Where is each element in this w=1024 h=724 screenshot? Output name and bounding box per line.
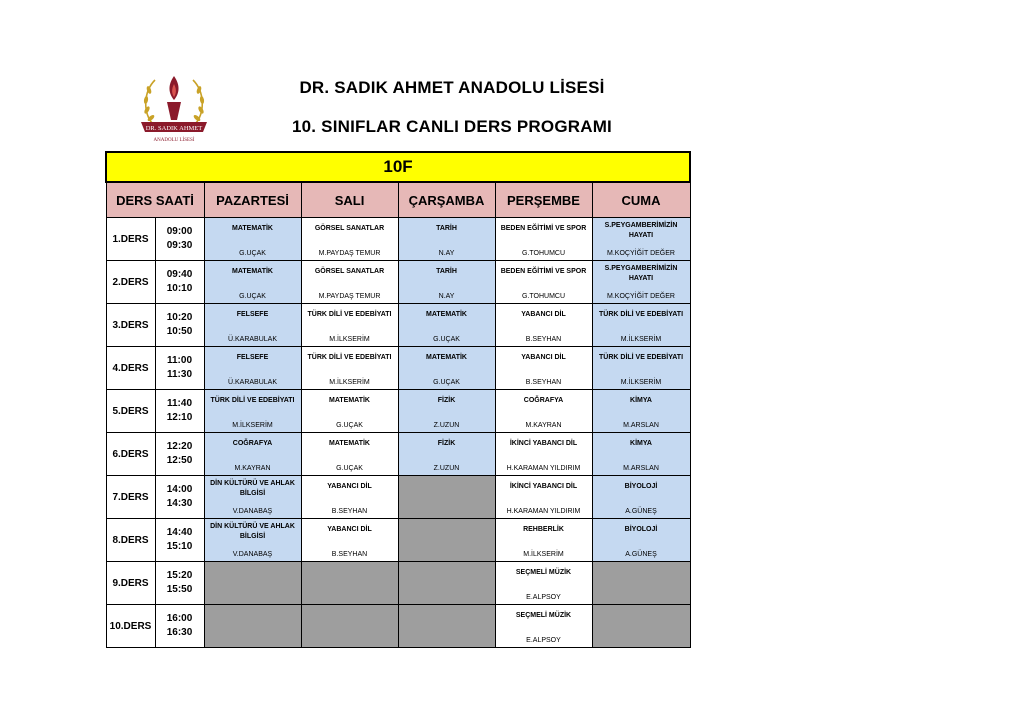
period-label: 5.DERS — [106, 390, 155, 433]
period-time — [155, 304, 204, 347]
lesson-teacher: M.İLKSERİM — [523, 551, 564, 558]
lesson-cell — [593, 261, 690, 303]
period-row — [106, 261, 690, 304]
lesson-subject: FELSEFE — [236, 354, 269, 361]
lesson-subject: YABANCI DİL — [521, 311, 566, 318]
lesson-cell — [302, 347, 398, 389]
lesson-subject: BEDEN EĞİTİMİ VE SPOR — [500, 225, 587, 232]
period-time — [155, 433, 204, 476]
lesson-subject: MATEMATİK — [329, 397, 370, 404]
empty-slot — [302, 562, 398, 604]
lesson-subject: YABANCI DİL — [327, 526, 372, 533]
lesson-subject: S.PEYGAMBERİMİZİN HAYATI — [604, 265, 678, 282]
lesson-teacher: B.SEYHAN — [331, 508, 368, 515]
class-name-cell: 10F — [106, 152, 690, 182]
lesson-teacher: M.KAYRAN — [525, 422, 562, 429]
lesson-cell — [205, 261, 301, 303]
period-label: 10.DERS — [106, 605, 155, 648]
lesson-subject: YABANCI DİL — [327, 483, 372, 490]
lesson-cell — [302, 519, 398, 561]
lesson-cell — [399, 347, 495, 389]
lesson-teacher: N.AY — [438, 293, 455, 300]
lesson-teacher: Z.UZUN — [433, 465, 460, 472]
lesson-teacher: H.KARAMAN YILDIRIM — [506, 508, 581, 515]
period-row — [106, 433, 690, 476]
period-start-time: 16:00 — [166, 613, 193, 624]
lesson-teacher: M.İLKSERİM — [620, 379, 662, 386]
lesson-cell — [496, 347, 592, 389]
lesson-teacher: M.ARSLAN — [623, 465, 659, 472]
lesson-teacher: G.TOHUMCU — [521, 293, 566, 300]
period-label: 7.DERS — [106, 476, 155, 519]
lesson-subject: İKİNCİ YABANCI DİL — [509, 440, 578, 447]
lesson-subject: BİYOLOJİ — [624, 526, 658, 533]
lesson-subject: BİYOLOJİ — [624, 483, 658, 490]
lesson-teacher: M.KAYRAN — [234, 465, 271, 472]
lesson-subject: GÖRSEL SANATLAR — [314, 225, 385, 232]
lesson-teacher: G.TOHUMCU — [521, 250, 566, 257]
lesson-subject: TÜRK DİLİ VE EDEBİYATI — [307, 354, 392, 361]
lesson-cell — [205, 347, 301, 389]
lesson-teacher: B.SEYHAN — [525, 336, 562, 343]
lesson-teacher: B.SEYHAN — [331, 551, 368, 558]
lesson-cell — [593, 347, 690, 389]
lesson-cell — [302, 433, 398, 475]
day-header: ÇARŞAMBA — [398, 182, 495, 218]
empty-slot — [399, 476, 495, 518]
period-time — [155, 605, 204, 648]
period-label: 6.DERS — [106, 433, 155, 476]
lesson-cell — [399, 261, 495, 303]
lesson-subject: SEÇMELİ MÜZİK — [515, 612, 572, 619]
lesson-subject: BEDEN EĞİTİMİ VE SPOR — [500, 268, 587, 275]
lesson-subject: TÜRK DİLİ VE EDEBİYATI — [210, 397, 295, 404]
period-time — [155, 261, 204, 304]
lesson-teacher: G.UÇAK — [433, 336, 460, 343]
lesson-subject: SEÇMELİ MÜZİK — [515, 569, 572, 576]
lesson-subject: MATEMATİK — [426, 354, 467, 361]
lesson-cell — [399, 433, 495, 475]
empty-slot — [399, 562, 495, 604]
period-label: 9.DERS — [106, 562, 155, 605]
lesson-teacher: M.PAYDAŞ TEMUR — [318, 250, 381, 257]
lesson-teacher: H.KARAMAN YILDIRIM — [506, 465, 581, 472]
lesson-cell — [205, 218, 301, 260]
period-time — [155, 390, 204, 433]
lesson-teacher: M.İLKSERİM — [232, 422, 273, 429]
period-row — [106, 605, 690, 648]
lesson-teacher: V.DANABAŞ — [232, 551, 273, 558]
period-row — [106, 476, 690, 519]
lesson-cell — [302, 476, 398, 518]
lesson-cell — [302, 304, 398, 346]
lesson-cell — [496, 433, 592, 475]
lesson-cell — [496, 562, 592, 604]
school-name: DR. SADIK AHMET ANADOLU LİSESİ — [299, 78, 605, 97]
lesson-subject: TÜRK DİLİ VE EDEBİYATI — [599, 311, 684, 318]
period-row — [106, 304, 690, 347]
lesson-subject: KİMYA — [630, 440, 652, 447]
logo-sub-text: ANADOLU LİSESİ — [153, 138, 195, 143]
period-end-time: 09:30 — [166, 240, 193, 251]
period-time — [155, 218, 204, 261]
lesson-subject: FİZİK — [437, 397, 456, 404]
period-label: 4.DERS — [106, 347, 155, 390]
day-header: PAZARTESİ — [204, 182, 301, 218]
lesson-cell — [593, 476, 690, 518]
lesson-teacher: Ü.KARABULAK — [227, 379, 278, 386]
empty-slot — [205, 562, 301, 604]
period-end-time: 12:10 — [166, 412, 193, 423]
lesson-subject: TARİH — [436, 268, 457, 275]
period-start-time: 14:40 — [166, 527, 193, 538]
lesson-cell — [302, 390, 398, 432]
lesson-teacher: M.PAYDAŞ TEMUR — [318, 293, 381, 300]
day-header: CUMA — [592, 182, 690, 218]
lesson-teacher: M.İLKSERİM — [329, 379, 370, 386]
lesson-teacher: E.ALPSOY — [526, 637, 561, 644]
lesson-cell — [496, 304, 592, 346]
period-start-time: 11:40 — [166, 398, 193, 409]
lesson-subject: YABANCI DİL — [521, 354, 566, 361]
lesson-cell — [205, 304, 301, 346]
period-start-time: 09:40 — [166, 269, 193, 280]
lesson-teacher: A.GÜNEŞ — [625, 551, 657, 558]
empty-slot — [205, 605, 301, 647]
lesson-teacher: G.UÇAK — [239, 293, 266, 300]
period-end-time: 15:50 — [166, 584, 193, 595]
period-row — [106, 390, 690, 433]
empty-slot — [593, 562, 690, 604]
lesson-teacher: E.ALPSOY — [526, 594, 561, 601]
period-row — [106, 519, 690, 562]
lesson-teacher: Ü.KARABULAK — [227, 336, 278, 343]
period-start-time: 11:00 — [166, 355, 193, 366]
period-start-time: 10:20 — [166, 312, 193, 323]
lesson-subject: COĞRAFYA — [523, 397, 564, 404]
lesson-cell — [205, 433, 301, 475]
lesson-cell — [593, 433, 690, 475]
lesson-subject: COĞRAFYA — [232, 440, 273, 447]
lesson-teacher: M.KOÇYİĞİT DEĞER — [607, 250, 675, 257]
period-time — [155, 476, 204, 519]
lesson-subject: DİN KÜLTÜRÜ VE AHLAK BİLGİSİ — [210, 523, 295, 540]
period-label: 2.DERS — [106, 261, 155, 304]
empty-slot — [399, 605, 495, 647]
period-row — [106, 218, 690, 261]
day-header-row — [106, 182, 690, 218]
period-end-time: 11:30 — [166, 369, 193, 380]
period-end-time: 16:30 — [166, 627, 193, 638]
lesson-teacher: M.İLKSERİM — [329, 336, 370, 343]
lesson-cell — [496, 605, 592, 647]
day-header: SALI — [301, 182, 398, 218]
lesson-cell — [496, 519, 592, 561]
lesson-subject: DİN KÜLTÜRÜ VE AHLAK BİLGİSİ — [210, 480, 295, 497]
lesson-cell — [302, 218, 398, 260]
period-time — [155, 347, 204, 390]
lesson-cell — [496, 390, 592, 432]
period-label: 3.DERS — [106, 304, 155, 347]
lesson-subject: S.PEYGAMBERİMİZİN HAYATI — [604, 222, 678, 239]
time-column-header: DERS SAATİ — [106, 182, 204, 218]
period-end-time: 15:10 — [166, 541, 193, 552]
lesson-subject: FELSEFE — [236, 311, 269, 318]
lesson-subject: REHBERLİK — [523, 526, 564, 533]
period-start-time: 12:20 — [166, 441, 193, 452]
lesson-teacher: N.AY — [438, 250, 455, 257]
lesson-teacher: M.KOÇYİĞİT DEĞER — [607, 293, 675, 300]
lesson-teacher: B.SEYHAN — [525, 379, 562, 386]
laurel-torch-emblem — [133, 66, 215, 146]
lesson-subject: TÜRK DİLİ VE EDEBİYATI — [599, 354, 684, 361]
lesson-teacher: A.GÜNEŞ — [625, 508, 657, 515]
schedule-table — [105, 151, 691, 648]
lesson-cell — [593, 390, 690, 432]
period-end-time: 10:10 — [166, 283, 193, 294]
lesson-subject: MATEMATİK — [426, 311, 467, 318]
period-start-time: 09:00 — [166, 226, 193, 237]
lesson-teacher: M.ARSLAN — [623, 422, 659, 429]
lesson-subject: FİZİK — [437, 440, 456, 447]
lesson-teacher: G.UÇAK — [336, 465, 363, 472]
lesson-teacher: M.İLKSERİM — [620, 336, 662, 343]
period-row — [106, 347, 690, 390]
program-title: 10. SINIFLAR CANLI DERS PROGRAMI — [292, 117, 612, 136]
empty-slot — [302, 605, 398, 647]
lesson-subject: MATEMATİK — [232, 268, 273, 275]
lesson-subject: TÜRK DİLİ VE EDEBİYATI — [307, 311, 392, 318]
lesson-cell — [593, 218, 690, 260]
lesson-cell — [399, 304, 495, 346]
lesson-cell — [496, 476, 592, 518]
period-end-time: 14:30 — [166, 498, 193, 509]
lesson-teacher: G.UÇAK — [336, 422, 363, 429]
lesson-cell — [205, 519, 301, 561]
lesson-subject: KİMYA — [630, 397, 652, 404]
period-start-time: 15:20 — [166, 570, 193, 581]
empty-slot — [399, 519, 495, 561]
empty-slot — [593, 605, 690, 647]
lesson-cell — [496, 261, 592, 303]
lesson-cell — [205, 390, 301, 432]
lesson-subject: TARİH — [436, 225, 457, 232]
lesson-teacher: Z.UZUN — [433, 422, 460, 429]
lesson-cell — [593, 304, 690, 346]
lesson-cell — [302, 261, 398, 303]
period-label: 8.DERS — [106, 519, 155, 562]
period-start-time: 14:00 — [166, 484, 193, 495]
lesson-subject: MATEMATİK — [232, 225, 273, 232]
lesson-teacher: G.UÇAK — [433, 379, 460, 386]
period-time — [155, 562, 204, 605]
lesson-cell — [593, 519, 690, 561]
period-time — [155, 519, 204, 562]
period-label: 1.DERS — [106, 218, 155, 261]
lesson-subject: GÖRSEL SANATLAR — [314, 268, 385, 275]
logo-ribbon-text: DR. SADIK AHMET — [145, 125, 203, 132]
lesson-subject: MATEMATİK — [329, 440, 370, 447]
lesson-teacher: G.UÇAK — [239, 250, 266, 257]
period-end-time: 10:50 — [166, 326, 193, 337]
day-header: PERŞEMBE — [495, 182, 592, 218]
lesson-teacher: V.DANABAŞ — [232, 508, 273, 515]
lesson-subject: İKİNCİ YABANCI DİL — [509, 483, 578, 490]
period-end-time: 12:50 — [166, 455, 193, 466]
school-logo — [133, 66, 215, 146]
lesson-cell — [399, 390, 495, 432]
lesson-cell — [205, 476, 301, 518]
lesson-cell — [496, 218, 592, 260]
period-row — [106, 562, 690, 605]
lesson-cell — [399, 218, 495, 260]
